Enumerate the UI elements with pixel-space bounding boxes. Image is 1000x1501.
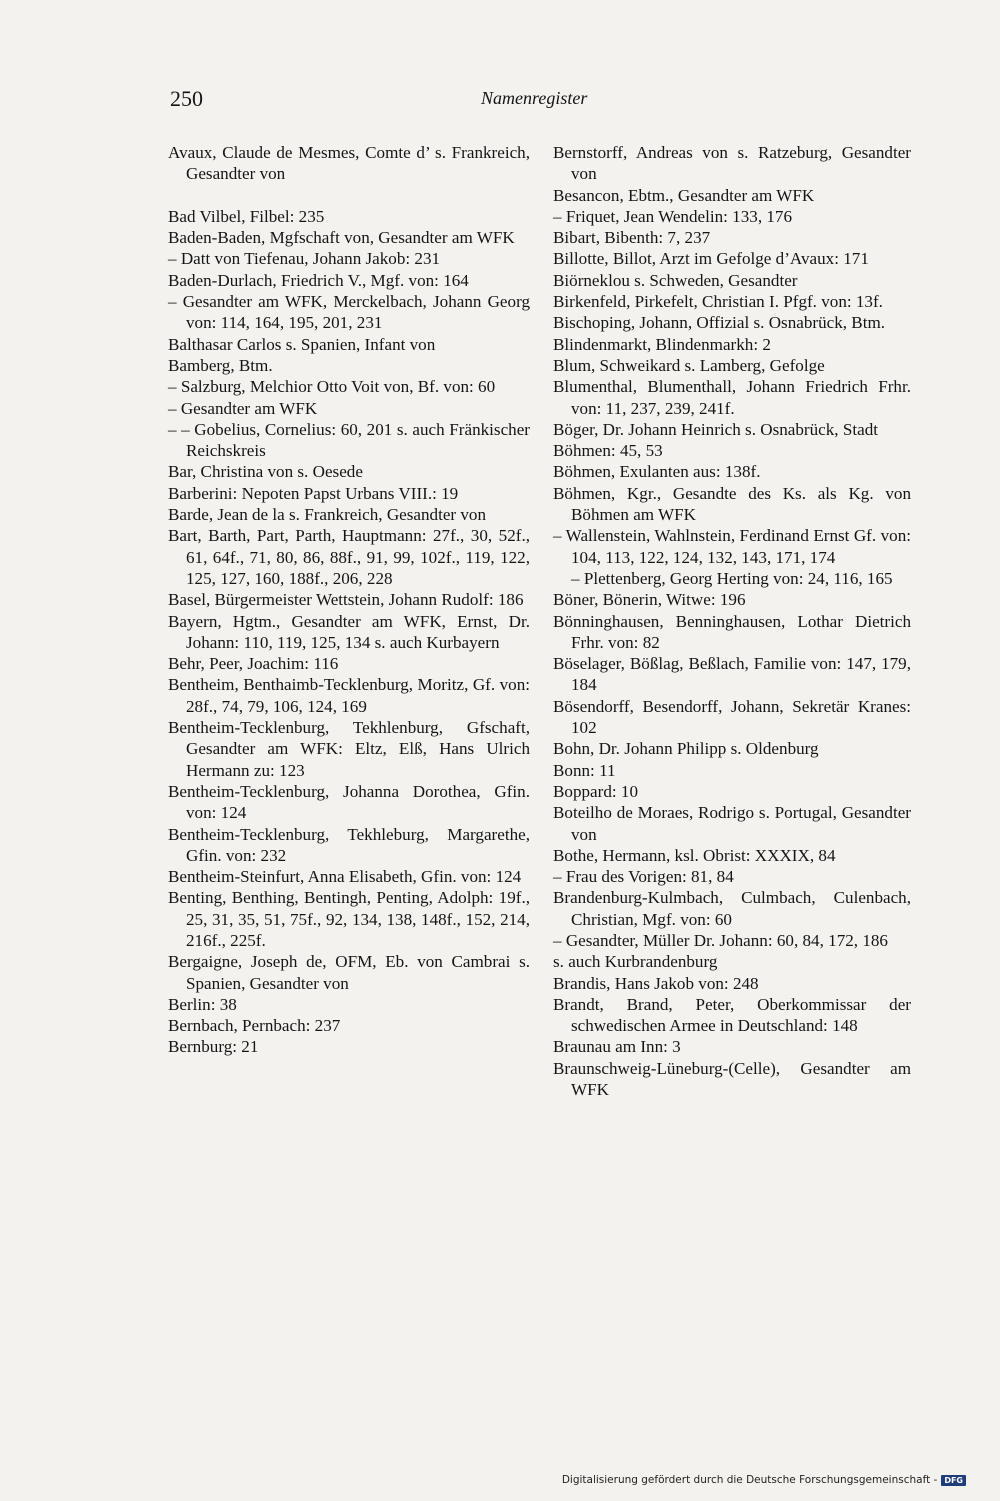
index-entry: – Friquet, Jean Wendelin: 133, 176 [553, 206, 793, 226]
index-entry: Bentheim, Benthaimb-Tecklenburg, Moritz, Gf. von: 28f., 74, 79, 106, 124, 169 [168, 675, 530, 716]
index-entry: Behr, Peer, Joachim: 116 [168, 654, 339, 674]
index-entry: Birkenfeld, Pirkefelt, Christian I. Pfgf. von: 13f. [553, 292, 883, 312]
index-entry: Boppard: 10 [553, 781, 638, 801]
credit-text: Digitalisierung gefördert durch die Deutsche Forschungsgemeinschaft - [561, 1474, 938, 1486]
index-entry: – Plettenberg, Georg Herting von: 24, 116, 165 [571, 568, 893, 588]
index-entry: Bentheim-Tecklenburg, Tekhleburg, Margarethe, Gfin. von: 232 [168, 824, 530, 865]
index-entry: Böhmen, Kgr., Gesandte des Ks. als Kg. von Böhmen am WFK [553, 483, 911, 525]
index-entry: Bösendorff, Besendorff, Johann, Sekretär Kranes: 102 [553, 696, 911, 738]
index-entry: Bart, Barth, Part, Parth, Hauptmann: 27f., 30, 52f., 61, 64f., 71, 80, 86, 88f., 91, 99, 102f., 119, 122, 125, 127, 160, 188f., 206, 228 [168, 526, 530, 588]
index-column-left [168, 142, 530, 1058]
index-entry: Bentheim-Tecklenburg, Johanna Dorothea, Gfin. von: 124 [168, 781, 530, 823]
index-entry: Balthasar Carlos s. Spanien, Infant von [168, 334, 436, 354]
index-entry: Billotte, Billot, Arzt im Gefolge d’Avaux: 171 [553, 249, 869, 269]
index-entry: Bernstorff, Andreas von s. Ratzeburg, Gesandter von [553, 143, 911, 184]
index-column-right [553, 142, 911, 1100]
index-entry: Barde, Jean de la s. Frankreich, Gesandter von [168, 505, 487, 525]
index-entry: Brandt, Brand, Peter, Oberkommissar der schwedischen Armee in Deutschland: 148 [553, 994, 911, 1036]
index-entry: Baden-Baden, Mgfschaft von, Gesandter am WFK [168, 228, 515, 248]
index-entry: – Gesandter am WFK [168, 398, 318, 418]
running-head: Namenregister [481, 88, 588, 108]
index-entry: Bad Vilbel, Filbel: 235 [168, 206, 325, 226]
index-entry: Bonn: 11 [553, 760, 616, 780]
index-entry: Bernbach, Pernbach: 237 [168, 1016, 341, 1036]
index-entry: Böger, Dr. Johann Heinrich s. Osnabrück, Stadt [553, 419, 878, 439]
index-entry: – Gesandter am WFK, Merckelbach, Johann Georg von: 114, 164, 195, 201, 231 [168, 292, 530, 333]
digitization-credit [562, 1474, 966, 1486]
index-entry: – Datt von Tiefenau, Johann Jakob: 231 [168, 249, 441, 269]
index-entry: – Wallenstein, Wahlnstein, Ferdinand Ernst Gf. von: 104, 113, 122, 124, 132, 143, 171, 174 [553, 526, 911, 567]
index-entry: Biörneklou s. Schweden, Gesandter [553, 270, 798, 290]
index-entry: Baden-Durlach, Friedrich V., Mgf. von: 164 [168, 270, 469, 290]
index-entry: Bentheim-Steinfurt, Anna Elisabeth, Gfin. von: 124 [168, 867, 522, 887]
index-entry: Brandis, Hans Jakob von: 248 [553, 973, 759, 993]
index-entry: Barberini: Nepoten Papst Urbans VIII.: 19 [168, 483, 459, 503]
index-entry: Bischoping, Johann, Offizial s. Osnabrück, Btm. [553, 313, 886, 333]
index-entry: Basel, Bürgermeister Wettstein, Johann Rudolf: 186 [168, 590, 524, 610]
index-entry: – Frau des Vorigen: 81, 84 [553, 867, 734, 887]
index-entry: Avaux, Claude de Mesmes, Comte d’ s. Frankreich, Gesandter von [168, 143, 530, 184]
index-entry: Bibart, Bibenth: 7, 237 [553, 228, 711, 248]
index-entry: – Gesandter, Müller Dr. Johann: 60, 84, 172, 186 [553, 930, 888, 950]
index-entry: Besancon, Ebtm., Gesandter am WFK [553, 185, 815, 205]
index-entry: Bönninghausen, Benninghausen, Lothar Dietrich Frhr. von: 82 [553, 611, 911, 652]
index-entry: Bentheim-Tecklenburg, Tekhlenburg, Gfschaft, Gesandter am WFK: Eltz, Elß, Hans Ulrich Hermann zu: 123 [168, 718, 530, 780]
index-entry: Böhmen, Exulanten aus: 138f. [553, 462, 761, 482]
index-entry: Bayern, Hgtm., Gesandter am WFK, Ernst, Dr. Johann: 110, 119, 125, 134 s. auch Kurbayern [168, 611, 530, 652]
index-entry: – – Gobelius, Cornelius: 60, 201 s. auch Fränkischer Reichskreis [168, 419, 530, 461]
index-entry: Bohn, Dr. Johann Philipp s. Oldenburg [553, 739, 819, 759]
entry-gap [168, 185, 530, 206]
index-entry: s. auch Kurbrandenburg [553, 952, 718, 972]
index-entry: Bergaigne, Joseph de, OFM, Eb. von Cambrai s. Spanien, Gesandter von [168, 952, 530, 993]
index-entry: Böhmen: 45, 53 [553, 441, 663, 461]
index-entry: Bernburg: 21 [168, 1037, 259, 1057]
index-entry: Blum, Schweikard s. Lamberg, Gefolge [553, 355, 825, 375]
index-entry: Berlin: 38 [168, 994, 237, 1014]
index-entry: Bar, Christina von s. Oesede [168, 462, 363, 482]
index-entry: Bamberg, Btm. [168, 355, 273, 375]
index-entry: Braunschweig-Lüneburg-(Celle), Gesandter am WFK [553, 1058, 911, 1100]
page-number: 250 [170, 86, 203, 111]
index-entry: Brandenburg-Kulmbach, Culmbach, Culenbach, Christian, Mgf. von: 60 [553, 888, 911, 929]
dfg-logo-icon: DFG [941, 1475, 966, 1486]
index-entry: Braunau am Inn: 3 [553, 1037, 681, 1057]
index-entry: – Salzburg, Melchior Otto Voit von, Bf. von: 60 [168, 377, 496, 397]
index-entry: Benting, Benthing, Bentingh, Penting, Adolph: 19f., 25, 31, 35, 51, 75f., 92, 134, 138, 148f., 152, 214, 216f., 225f. [168, 888, 530, 950]
index-entry: Böselager, Bößlag, Beßlach, Familie von: 147, 179, 184 [553, 654, 911, 695]
index-entry: Bothe, Hermann, ksl. Obrist: XXXIX, 84 [553, 845, 836, 865]
index-entry: Böner, Bönerin, Witwe: 196 [553, 590, 746, 610]
index-entry: Blindenmarkt, Blindenmarkh: 2 [553, 334, 771, 354]
index-entry: Boteilho de Moraes, Rodrigo s. Portugal, Gesandter von [553, 803, 911, 844]
index-entry: Blumenthal, Blumenthall, Johann Friedrich Frhr. von: 11, 237, 239, 241f. [553, 377, 911, 418]
